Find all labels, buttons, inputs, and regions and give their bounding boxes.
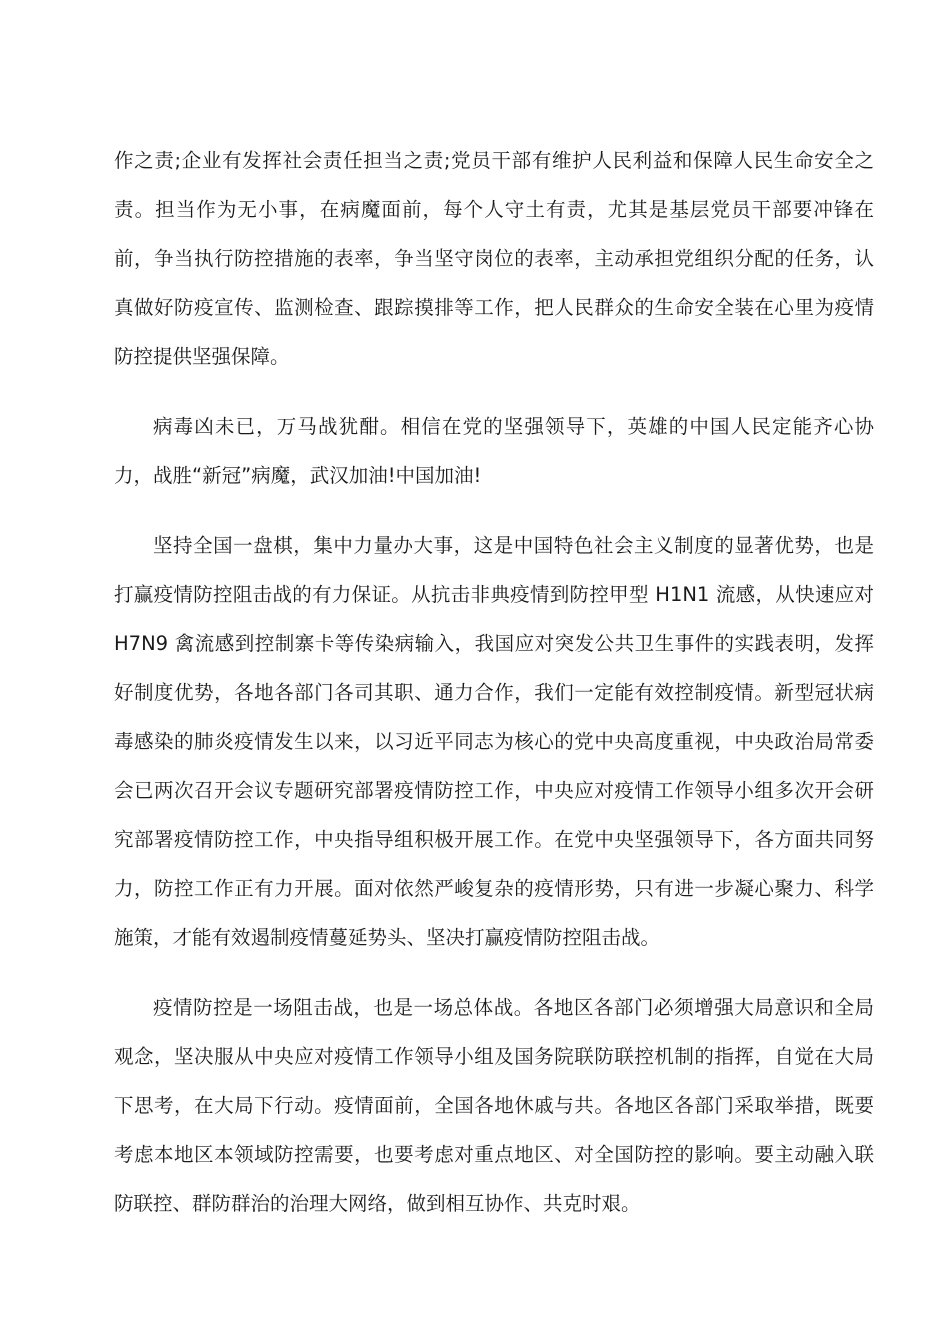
paragraph-2: 病毒凶未已，万马战犹酣。相信在党的坚强领导下，英雄的中国人民定能齐心协力，战胜“新冠”病魔，武汉加油!中国加油! [114,415,874,487]
paragraph-4: 疫情防控是一场阻击战，也是一场总体战。各地区各部门必须增强大局意识和全局观念，坚决服从中央应对疫情工作领导小组及国务院联防联控机制的指挥，自觉在大局下思考，在大局下行动。疫情面前，全国各地休戚与共。各地区各部门采取举措，既要考虑本地区本领域防控需要，也要考虑对重点地区、对全国防控的影响。要主动融入联防联控、群防群治的治理大网络，做到相互协作、共克时艰。 [114,996,874,1215]
paragraph-3: 坚持全国一盘棋，集中力量办大事，这是中国特色社会主义制度的显著优势，也是打赢疫情防控阻击战的有力保证。从抗击非典疫情到防控甲型 H1N1 流感，从快速应对 H7N9 禽流感到控制寨卡等传染病输入，我国应对突发公共卫生事件的实践表明，发挥好制度优势，各地各部门各司其职、通力合作，我们一定能有效控制疫情。新型冠状病毒感染的肺炎疫情发生以来，以习近平同志为核心的党中央高度重视，中央政治局常委会已两次召开会议专题研究部署疫情防控工作，中央应对疫情工作领导小组多次开会研究部署疫情防控工作，中央指导组积极开展工作。在党中央坚强领导下，各方面共同努力，防控工作正有力开展。面对依然严峻复杂的疫情形势，只有进一步凝心聚力、科学施策，才能有效遏制疫情蔓延势头、坚决打赢疫情防控阻击战。 [114,534,874,949]
article-body [114,136,874,1249]
paragraph-1: 作之责;企业有发挥社会责任担当之责;党员干部有维护人民利益和保障人民生命安全之责。担当作为无小事，在病魔面前，每个人守土有责，尤其是基层党员干部要冲锋在前，争当执行防控措施的表率，争当坚守岗位的表率，主动承担党组织分配的任务，认真做好防疫宣传、监测检查、跟踪摸排等工作，把人民群众的生命安全装在心里为疫情防控提供坚强保障。 [114,149,874,368]
